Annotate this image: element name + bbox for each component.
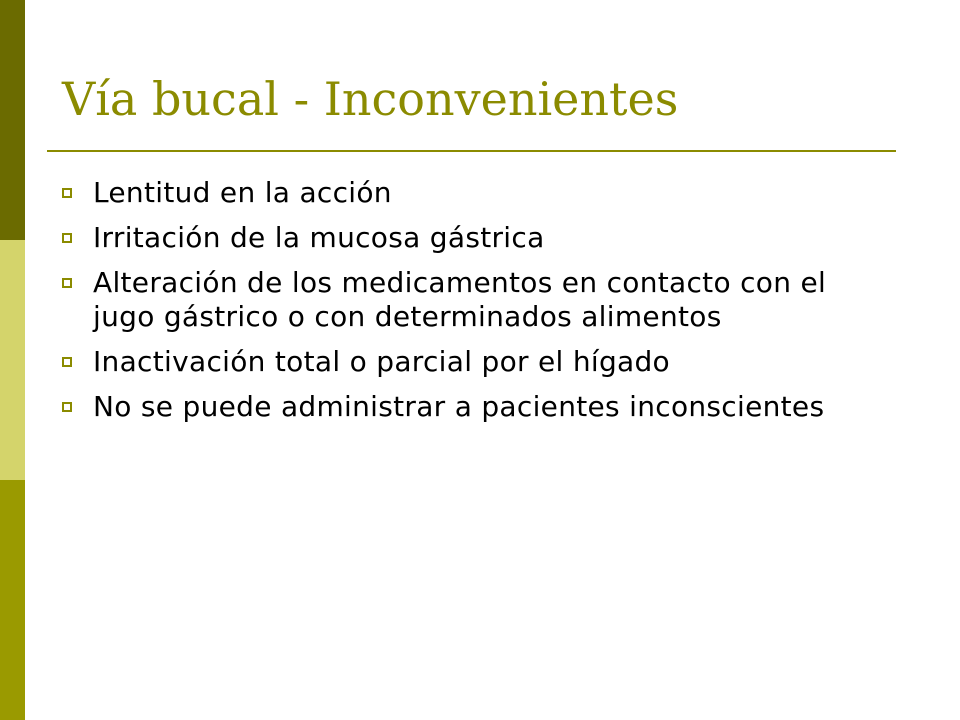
list-item-text: Inactivación total o parcial por el hígado xyxy=(93,345,670,378)
list-item-text: Irritación de la mucosa gástrica xyxy=(93,221,545,254)
list-item xyxy=(62,266,882,334)
square-bullet-icon xyxy=(62,233,72,243)
list-item xyxy=(62,345,882,379)
left-accent-bar-bottom xyxy=(0,480,25,720)
square-bullet-icon xyxy=(62,278,72,288)
slide-title: Vía bucal - Inconvenientes xyxy=(62,72,679,126)
list-item xyxy=(62,176,882,210)
list-item-text: Lentitud en la acción xyxy=(93,176,392,209)
list-item xyxy=(62,221,882,255)
list-item-text: Alteración de los medicamentos en contacto con el jugo gástrico o con determinados alimentos xyxy=(93,266,827,333)
square-bullet-icon xyxy=(62,188,72,198)
left-accent-bar-top xyxy=(0,0,25,240)
left-accent-bar-middle xyxy=(0,240,25,480)
square-bullet-icon xyxy=(62,357,72,367)
title-underline xyxy=(47,150,896,152)
square-bullet-icon xyxy=(62,402,72,412)
list-item xyxy=(62,390,882,424)
list-item-text: No se puede administrar a pacientes inconscientes xyxy=(93,390,825,423)
bullet-list xyxy=(62,176,882,435)
